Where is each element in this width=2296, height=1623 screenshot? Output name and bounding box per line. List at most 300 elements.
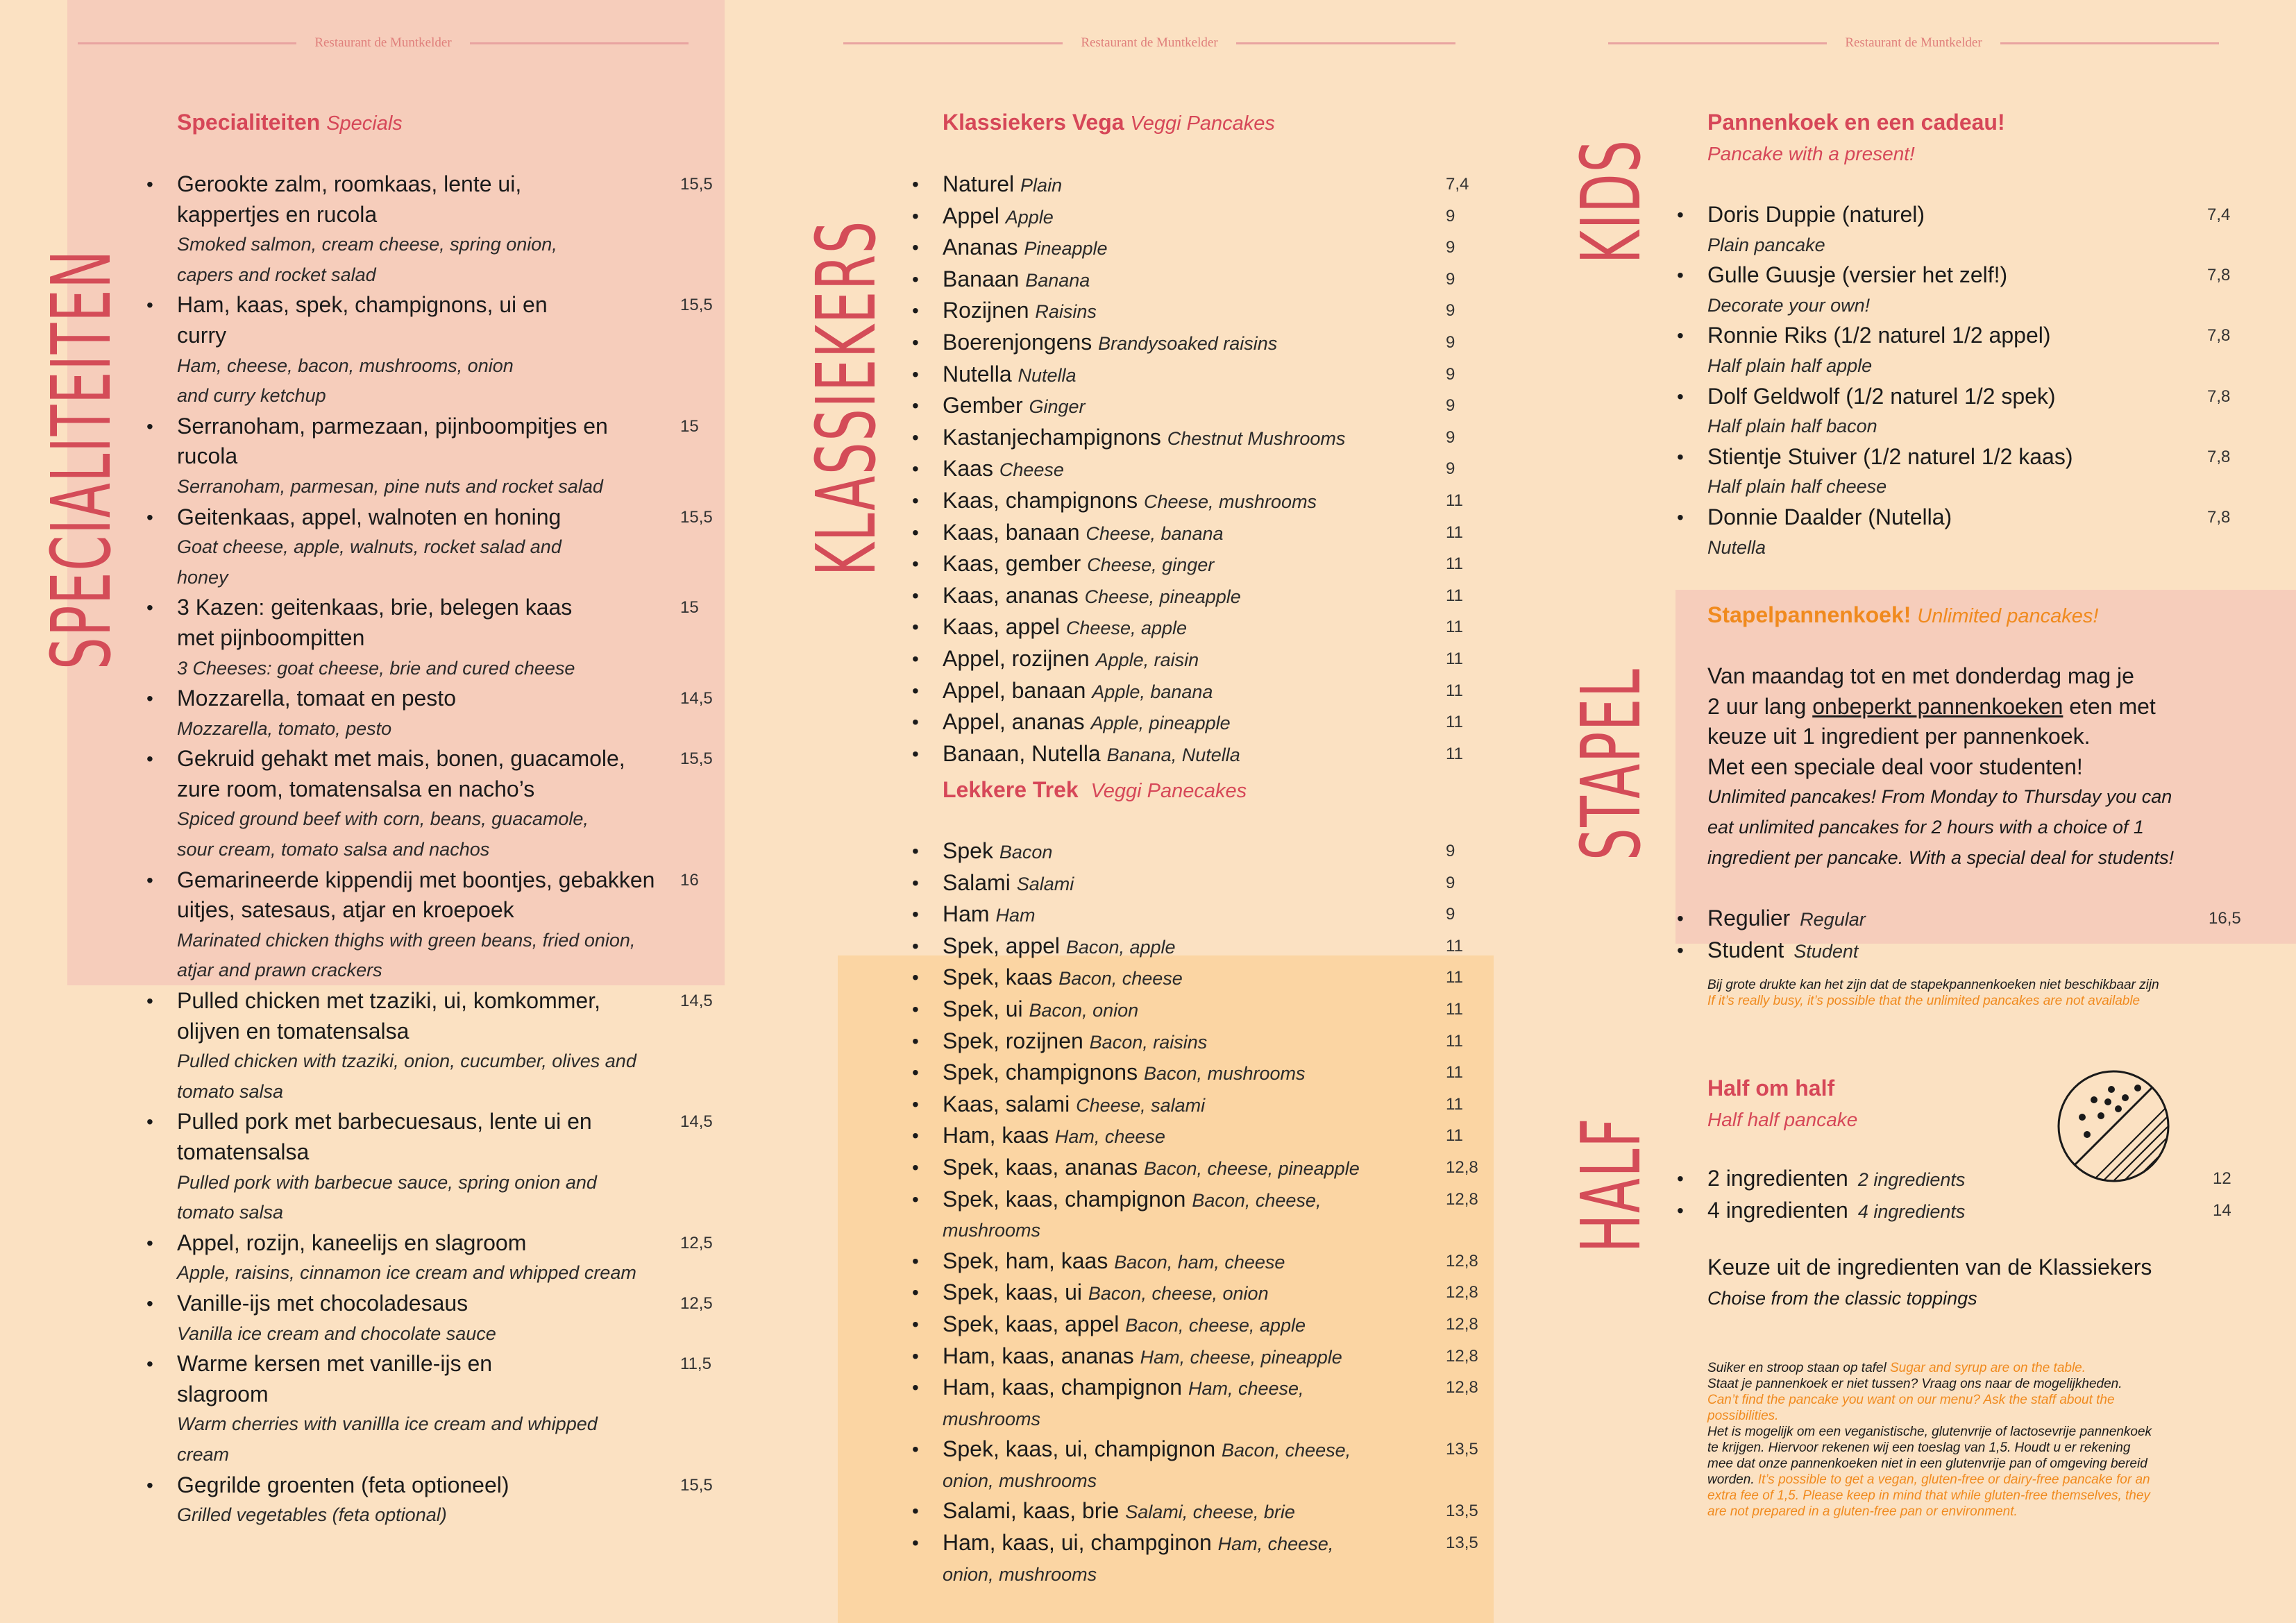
bullet: •	[912, 1313, 919, 1335]
bullet: •	[912, 1125, 919, 1147]
item-english: Cheese, mushrooms	[1143, 491, 1317, 512]
item-row	[943, 612, 1491, 644]
bullet: •	[146, 990, 153, 1012]
bullet: •	[912, 1093, 919, 1115]
item-row	[943, 644, 1491, 676]
item-name-line: 3 Kazen: geitenkaas, brie, belegen kaas	[177, 595, 573, 620]
bullet: •	[912, 521, 919, 543]
bullet: •	[912, 489, 919, 511]
item-name-line: curry	[177, 322, 227, 348]
list-item	[912, 1089, 1491, 1121]
half-keuze-en: Choise from the classic toppings	[1707, 1288, 1977, 1309]
item-name-line: kappertjes en rucola	[177, 201, 378, 227]
item-price: 9	[1446, 364, 1455, 384]
item-price: 13,5	[1446, 1533, 1478, 1553]
bullet: •	[146, 1474, 153, 1496]
bullet: •	[912, 1377, 919, 1399]
item-english-line: cream	[177, 1443, 230, 1465]
item-english: Half plain half apple	[1707, 355, 1873, 376]
item-name-line: zure room, tomatensalsa en nacho’s	[177, 776, 535, 801]
item-english-line: tomato salsa	[177, 1080, 284, 1102]
vertical-title-classics: KLASSIEKERS	[798, 219, 894, 577]
item-name-line: rucola	[177, 443, 238, 469]
page-header-middle	[843, 33, 1455, 53]
item-row	[943, 518, 1491, 550]
bullet: •	[1677, 1199, 1684, 1221]
list-item	[912, 1528, 1491, 1590]
item-english: Ham, cheese,	[1188, 1378, 1304, 1400]
item-english: Bacon, raisins	[1089, 1031, 1208, 1053]
list-item	[912, 1277, 1491, 1309]
list-item	[912, 1373, 1491, 1434]
item-row	[943, 1153, 1491, 1184]
item-price: 11	[1446, 999, 1463, 1019]
item-english: Cheese	[999, 459, 1064, 481]
item-name: Dolf Geldwolf (1/2 naturel 1/2 spek)	[1707, 383, 2056, 409]
item-english: Plain pancake	[1707, 234, 1825, 255]
item-name-line: Ham, kaas, spek, champignons, ui en	[177, 292, 548, 318]
item-price: 14	[2213, 1200, 2231, 1220]
list-item	[912, 454, 1491, 486]
list-item	[912, 962, 1491, 994]
item-row	[943, 264, 1491, 296]
item-name: Gulle Guusje (versier het zelf!)	[1707, 262, 2008, 288]
bullet: •	[912, 935, 919, 957]
list-item	[912, 359, 1491, 391]
bullet: •	[912, 1156, 919, 1178]
item-name: Rozijnen	[943, 298, 1029, 323]
item-name: Spek, kaas, appel	[943, 1311, 1120, 1336]
list-item	[912, 1057, 1491, 1089]
bullet: •	[912, 1188, 919, 1210]
item-name: Kaas, appel	[943, 614, 1061, 640]
list-item	[912, 1246, 1491, 1278]
list-item	[912, 328, 1491, 359]
item-english: Ham, cheese,	[1217, 1533, 1334, 1555]
item-name: Ham, kaas, ui, champginon	[943, 1530, 1212, 1556]
list-item	[912, 707, 1491, 739]
item-name-line: Pulled chicken met tzaziki, ui, komkommer,	[177, 988, 600, 1014]
bullet: •	[1677, 1168, 1684, 1189]
item-row	[943, 169, 1491, 201]
footer-notes: Suiker en stroop staan op tafel Sugar and syrup are on the table. Staat je pannenkoek er niet tussen? Vraag ons naar de mogelijkheden. Can’t find the pancake you want on our menu? Ask the staff about the possibilities. Het is mogelijk om een veganistische, glutenvrije of lactosevrije pannenkoek te krijgen. Hiervoor rekenen wij een toeslag van 1,5. Houdt u er rekening mee dat onze pannenkoeken niet in een glutenvrije pan of omgeving bereid worden. It’s possible to get a vegan, gluten-free or dairy-free pancake for an extra fee of 1,5. Please keep in mind that while gluten-free themselves, they are not prepared in a gluten-free pan or environment.	[1707, 1361, 2152, 1519]
item-row	[943, 296, 1491, 328]
list-item	[912, 868, 1491, 900]
list-item	[912, 644, 1491, 676]
item-name-line: Mozzarella, tomaat en pesto	[177, 686, 456, 711]
item-english: Plain	[1020, 175, 1063, 196]
item-price: 9	[1446, 206, 1455, 226]
stapel-description: Van maandag tot en met donderdag mag je 2 uur lang onbeperkt pannenkoeken eten met keuze uit 1 ingredient per pannenkoek. Met een speciale deal voor studenten! Unlimited pancakes! From Monday to Thursday you can eat unlimited pancakes for 2 hours with a choice of 1 ingredient per pancake. With a special deal for students!	[1707, 663, 2175, 868]
half-keuze: Keuze uit de ingredienten van de Klassiekers	[1707, 1255, 2152, 1280]
item-english: Bacon, cheese,	[1192, 1189, 1322, 1211]
item-row	[943, 1528, 1491, 1560]
item-row	[943, 739, 1491, 771]
trek-list	[912, 836, 1491, 1590]
item-price: 12,8	[1446, 1157, 1478, 1177]
item-name: Spek, kaas, ui	[943, 1280, 1082, 1305]
bullet: •	[912, 1438, 919, 1461]
item-price: 12,8	[1446, 1283, 1478, 1302]
item-english-line: mushrooms	[943, 1220, 1041, 1241]
bullet: •	[146, 1292, 153, 1314]
item-english: Regular	[1800, 909, 1866, 930]
item-english: Cheese, pineapple	[1084, 586, 1241, 607]
item-english-line: Apple, raisins, cinnamon ice cream and whipped cream	[177, 1262, 636, 1284]
item-english-line: Pulled chicken with tzaziki, onion, cucumber, olives and	[177, 1051, 636, 1072]
item-price: 9	[1446, 238, 1455, 257]
bullet: •	[912, 237, 919, 259]
bullet: •	[1677, 204, 1684, 226]
list-item	[912, 486, 1491, 518]
bullet: •	[912, 1282, 919, 1304]
bullet: •	[912, 998, 919, 1020]
list-item	[912, 994, 1491, 1026]
item-price: 12,8	[1446, 1314, 1478, 1334]
item-name-line: Gemarineerde kippendij met boontjes, gebakken	[177, 867, 655, 892]
item-name: Doris Duppie (naturel)	[1707, 202, 1925, 227]
list-item	[912, 1309, 1491, 1341]
item-english: Bacon, cheese,	[1222, 1440, 1351, 1461]
list-item	[912, 264, 1491, 296]
list-item	[146, 1228, 725, 1289]
item-english-line: atjar and prawn crackers	[177, 960, 382, 981]
page-header-right	[1608, 33, 2219, 53]
item-english-line: Marinated chicken thighs with green beans, fried onion,	[177, 929, 636, 951]
item-price: 9	[1446, 301, 1455, 321]
item-english-line: Smoked salmon, cream cheese, spring onion,	[177, 234, 557, 255]
bullet: •	[912, 300, 919, 322]
list-item	[1677, 1164, 2256, 1196]
stapel-list	[1677, 903, 2287, 967]
item-english: Bacon, apple	[1065, 936, 1176, 958]
item-name: Spek, rozijnen	[943, 1028, 1083, 1053]
list-item	[912, 1026, 1491, 1058]
bullet: •	[146, 597, 153, 619]
bullet: •	[146, 415, 153, 437]
item-english: Bacon, cheese	[1058, 968, 1183, 989]
item-row	[943, 1026, 1491, 1058]
item-row	[943, 707, 1491, 739]
list-item	[1677, 200, 2256, 260]
bullet: •	[912, 1345, 919, 1367]
item-name: Donnie Daalder (Nutella)	[1707, 504, 1952, 529]
list-item	[912, 1496, 1491, 1528]
list-item	[912, 391, 1491, 423]
item-row	[1707, 935, 2287, 967]
list-item	[146, 1289, 725, 1349]
bullet: •	[912, 1532, 919, 1554]
bullet: •	[912, 205, 919, 227]
item-row	[943, 486, 1491, 518]
item-row	[943, 454, 1491, 486]
item-english: Ginger	[1029, 396, 1086, 418]
item-english: Half plain half cheese	[1707, 476, 1887, 498]
page-header-left	[78, 33, 689, 53]
item-row	[943, 1341, 1491, 1373]
item-name: Banaan, Nutella	[943, 740, 1101, 766]
bullet: •	[1677, 939, 1684, 961]
item-english: Ham	[995, 905, 1036, 926]
item-name: Kaas, banaan	[943, 519, 1080, 545]
item-price: 9	[1446, 396, 1455, 416]
item-english: Apple, pineapple	[1090, 713, 1231, 734]
item-row	[943, 391, 1491, 423]
item-name: Appel	[943, 203, 999, 228]
bullet: •	[912, 711, 919, 733]
list-item	[912, 423, 1491, 454]
list-item	[912, 1184, 1491, 1246]
bullet: •	[912, 1250, 919, 1272]
bullet: •	[146, 506, 153, 528]
item-name: Ronnie Riks (1/2 naturel 1/2 appel)	[1707, 323, 2051, 348]
list-item	[146, 683, 725, 744]
item-price: 12,8	[1446, 1189, 1478, 1209]
item-name: Salami, kaas, brie	[943, 1498, 1120, 1524]
list-item	[912, 612, 1491, 644]
item-english-line: Mozzarella, tomato, pesto	[177, 717, 392, 739]
item-english-line: onion, mushrooms	[943, 1470, 1097, 1491]
vertical-title-stapel: STAPEL	[1563, 668, 1659, 860]
specials-list	[146, 169, 725, 1531]
item-price: 7,4	[2207, 205, 2231, 224]
item-english-line: Spiced ground beef with corn, beans, guacamole,	[177, 808, 589, 830]
list-item	[1677, 260, 2256, 321]
item-english: Decorate your own!	[1707, 294, 1871, 316]
item-english: Cheese, banana	[1086, 522, 1224, 544]
item-english: Apple	[1005, 206, 1054, 228]
item-english: Pineapple	[1024, 238, 1108, 260]
item-name: Spek, ham, kaas	[943, 1248, 1108, 1273]
item-english: Student	[1793, 940, 1859, 962]
item-price: 11	[1446, 522, 1463, 542]
restaurant-name: Restaurant de Muntkelder	[314, 35, 452, 50]
list-item	[1677, 502, 2256, 563]
vertical-title-specials: SPECIALITEITEN	[33, 248, 129, 670]
item-name-line: Geitenkaas, appel, walnoten en honing	[177, 504, 562, 529]
item-row	[943, 899, 1491, 931]
item-price: 11,5	[680, 1354, 711, 1374]
item-english-line: 3 Cheeses: goat cheese, brie and cured cheese	[177, 657, 575, 679]
item-english-line: Vanilla ice cream and chocolate sauce	[177, 1323, 496, 1344]
item-english-line: and curry ketchup	[177, 385, 326, 407]
bullet: •	[146, 748, 153, 770]
item-english: Bacon, mushrooms	[1143, 1063, 1306, 1085]
bullet: •	[146, 688, 153, 710]
list-item	[912, 931, 1491, 963]
bullet: •	[912, 679, 919, 702]
item-row	[943, 1184, 1491, 1216]
item-row	[943, 549, 1491, 581]
list-item	[146, 169, 725, 290]
item-name: Salami	[943, 869, 1011, 895]
bullet: •	[912, 268, 919, 290]
item-name-line: uitjes, satesaus, atjar en kroepoek	[177, 897, 514, 923]
list-item	[912, 1121, 1491, 1153]
item-price: 15	[680, 598, 699, 618]
item-row	[943, 232, 1491, 264]
item-name: Ham, kaas, champignon	[943, 1375, 1183, 1400]
item-english: Chestnut Mushrooms	[1167, 427, 1346, 449]
item-row	[1707, 903, 2287, 935]
list-item	[1677, 321, 2256, 381]
vega-list	[912, 169, 1491, 770]
item-name: Ananas	[943, 235, 1018, 260]
bullet: •	[912, 331, 919, 353]
bullet: •	[1677, 325, 1684, 347]
item-price: 15,5	[680, 296, 713, 315]
item-name: Kaas, ananas	[943, 582, 1079, 608]
item-name-line: Gegrilde groenten (feta optioneel)	[177, 1472, 509, 1497]
item-price: 11	[1446, 936, 1463, 955]
item-row	[943, 201, 1491, 233]
item-row	[943, 836, 1491, 868]
item-price: 11	[1446, 1094, 1463, 1114]
item-name: Kaas	[943, 456, 993, 482]
item-name: Nutella	[943, 361, 1012, 386]
list-item	[1677, 903, 2287, 935]
item-name-line: Gerookte zalm, roomkaas, lente ui,	[177, 171, 522, 196]
item-name-line: slagroom	[177, 1381, 269, 1407]
item-price: 16,5	[2209, 909, 2241, 928]
bullet: •	[912, 840, 919, 862]
item-english: Bacon, cheese, onion	[1088, 1283, 1269, 1305]
item-name: Spek, kaas	[943, 965, 1053, 990]
item-row	[943, 1277, 1491, 1309]
item-english: Salami, cheese, brie	[1125, 1502, 1295, 1523]
item-row	[943, 676, 1491, 708]
list-item	[146, 744, 725, 865]
bullet: •	[1677, 264, 1684, 287]
item-price: 7,4	[1446, 175, 1469, 194]
item-english-line: Goat cheese, apple, walnuts, rocket salad and	[177, 536, 562, 558]
vertical-title-half: HALF	[1563, 1116, 1659, 1252]
half-subtitle: Half half pancake	[1707, 1109, 1858, 1130]
bullet: •	[912, 363, 919, 385]
item-price: 12,5	[680, 1233, 713, 1252]
vertical-title-kids: KIDS	[1563, 139, 1659, 264]
item-price: 11	[1446, 1063, 1463, 1082]
bullet: •	[146, 869, 153, 891]
restaurant-name: Restaurant de Muntkelder	[1845, 35, 1982, 50]
list-item	[146, 1349, 725, 1470]
list-item	[146, 1107, 725, 1227]
item-english: Nutella	[1018, 364, 1077, 386]
item-english-line: sour cream, tomato salsa and nachos	[177, 839, 490, 860]
item-price: 7,8	[2207, 326, 2231, 346]
bullet: •	[912, 647, 919, 670]
item-name-line: Serranoham, parmezaan, pijnboompitjes en	[177, 413, 608, 439]
item-name: Appel, ananas	[943, 709, 1085, 735]
item-price: 7,8	[2207, 507, 2231, 527]
item-name: Kaas, gember	[943, 551, 1081, 577]
item-english-line: Warm cherries with vanillla ice cream and whipped	[177, 1413, 598, 1435]
item-name: Spek, champignons	[943, 1060, 1138, 1085]
bullet: •	[146, 1232, 153, 1254]
item-name: Gember	[943, 393, 1023, 418]
item-row	[1707, 1196, 2256, 1227]
item-english-line: onion, mushrooms	[943, 1563, 1097, 1585]
bullet: •	[912, 872, 919, 894]
bullet: •	[912, 395, 919, 417]
item-row	[943, 1373, 1491, 1404]
half-title: Half om half	[1707, 1076, 1835, 1101]
item-row	[943, 1434, 1491, 1466]
item-row	[943, 1121, 1491, 1153]
list-item	[146, 986, 725, 1107]
restaurant-name: Restaurant de Muntkelder	[1081, 35, 1218, 50]
item-english: Bacon, cheese, pineapple	[1143, 1157, 1360, 1179]
item-english: 4 ingredients	[1857, 1200, 1966, 1222]
item-name-line: Gekruid gehakt met mais, bonen, guacamole,	[177, 746, 625, 772]
item-english-line: capers and rocket salad	[177, 264, 376, 285]
bullet: •	[912, 967, 919, 989]
item-row	[943, 1309, 1491, 1341]
item-english: Raisins	[1035, 301, 1097, 323]
item-price: 9	[1446, 459, 1455, 479]
bullet: •	[146, 294, 153, 316]
list-item	[146, 1470, 725, 1531]
list-item	[912, 676, 1491, 708]
item-price: 16	[680, 870, 699, 890]
item-name: Spek, ui	[943, 996, 1023, 1021]
bullet: •	[912, 584, 919, 606]
list-item	[912, 549, 1491, 581]
item-name: Ham	[943, 901, 990, 927]
item-price: 15,5	[680, 507, 713, 527]
list-item	[1677, 1196, 2256, 1227]
bullet: •	[1677, 506, 1684, 528]
item-name: Spek, kaas, champignon	[943, 1186, 1186, 1212]
item-english: Bacon, ham, cheese	[1114, 1251, 1285, 1273]
item-english-line: Pulled pork with barbecue sauce, spring onion and	[177, 1171, 597, 1193]
stapel-title: Stapelpannenkoek! Unlimited pancakes!	[1707, 602, 2099, 627]
item-english: Ham, cheese, pineapple	[1140, 1346, 1342, 1368]
item-row	[943, 581, 1491, 613]
item-price: 15	[680, 416, 699, 436]
list-item	[1677, 382, 2256, 442]
list-item	[912, 201, 1491, 233]
item-row	[943, 962, 1491, 994]
item-name: 2 ingredienten	[1707, 1166, 1848, 1191]
item-row	[943, 328, 1491, 359]
bullet: •	[146, 173, 153, 195]
item-price: 7,8	[2207, 447, 2231, 466]
item-price: 11	[1446, 491, 1463, 510]
item-english: Bacon, onion	[1029, 999, 1139, 1021]
list-item	[146, 411, 725, 502]
bullet: •	[912, 173, 919, 195]
list-item	[146, 593, 725, 683]
item-price: 11	[1446, 649, 1463, 668]
bullet: •	[912, 1030, 919, 1052]
bullet: •	[1677, 908, 1684, 929]
bullet: •	[146, 1111, 153, 1133]
item-price: 11	[1446, 968, 1463, 987]
item-price: 9	[1446, 873, 1455, 892]
item-row	[943, 931, 1491, 963]
item-name: Naturel	[943, 171, 1015, 196]
item-name: Boerenjongens	[943, 329, 1092, 355]
item-name: Spek	[943, 838, 993, 863]
item-english: Cheese, salami	[1076, 1094, 1206, 1116]
item-name-line: met pijnboompitten	[177, 624, 365, 650]
bullet: •	[146, 1353, 153, 1375]
list-item	[912, 1341, 1491, 1373]
item-name-line: Warme kersen met vanille-ijs en	[177, 1351, 493, 1377]
item-name: Appel, rozijnen	[943, 645, 1090, 671]
list-item	[1677, 442, 2256, 502]
